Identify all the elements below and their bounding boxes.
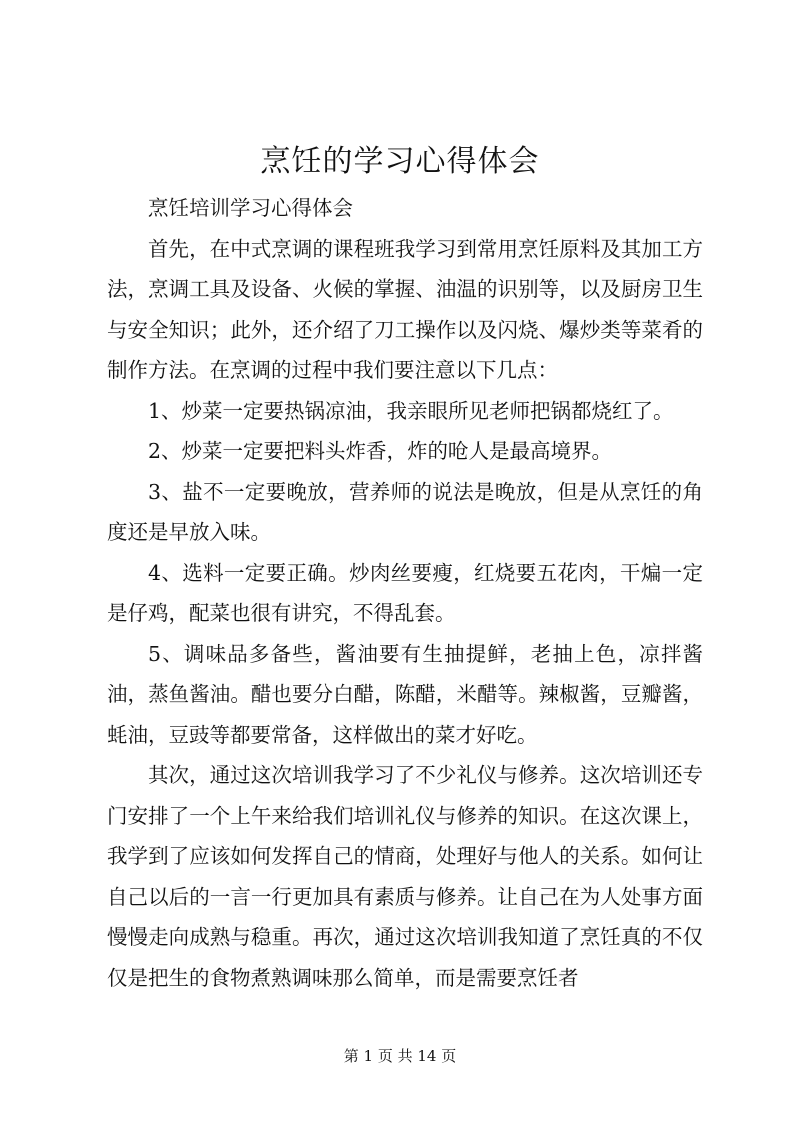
paragraph-subtitle: 烹饪培训学习心得体会	[148, 196, 353, 220]
page-number: 第 1 页 共 14 页	[343, 1047, 457, 1065]
paragraph-point-2: 2、炒菜一定要把料头炸香，炸的呛人是最高境界。	[148, 439, 613, 463]
paragraph-intro: 首先，在中式烹调的课程班我学习到常用烹饪原料及其加工方法，烹调工具及设备、火候的掌握、油温的识别等，以及厨房卫生与安全知识；此外，还介绍了刀工操作以及闪烧、爆炒类等菜肴的制作方法。在烹调的过程中我们要注意以下几点：	[107, 236, 703, 382]
paragraph-point-5: 5、调味品多备些，酱油要有生抽提鲜，老抽上色，凉拌酱油，蒸鱼酱油。醋也要分白醋，陈醋，米醋等。辣椒酱，豆瓣酱，蚝油，豆豉等都要常备，这样做出的菜才好吃。	[107, 641, 703, 747]
document-title: 烹饪的学习心得体会	[260, 144, 540, 179]
paragraph-second: 其次，通过这次培训我学习了不少礼仪与修养。这次培训还专门安排了一个上午来给我们培训礼仪与修养的知识。在这次课上，我学到了应该如何发挥自己的情商，处理好与他人的关系。如何让自己以后的一言一行更加具有素质与修养。让自己在为人处事方面慢慢走向成熟与稳重。再次，通过这次培训我知道了烹饪真的不仅仅是把生的食物煮熟调味那么简单，而是需要烹饪者	[107, 763, 703, 990]
document-body	[107, 188, 703, 998]
paragraph-point-1: 1、炒菜一定要热锅凉油，我亲眼所见老师把锅都烧红了。	[148, 398, 674, 423]
paragraph-point-4: 4、选料一定要正确。炒肉丝要瘦，红烧要五花肉，干煸一定是仔鸡，配菜也很有讲究，不得乱套。	[107, 560, 703, 625]
paragraph-point-3: 3、盐不一定要晚放，营养师的说法是晚放，但是从烹饪的角度还是早放入味。	[107, 479, 703, 544]
